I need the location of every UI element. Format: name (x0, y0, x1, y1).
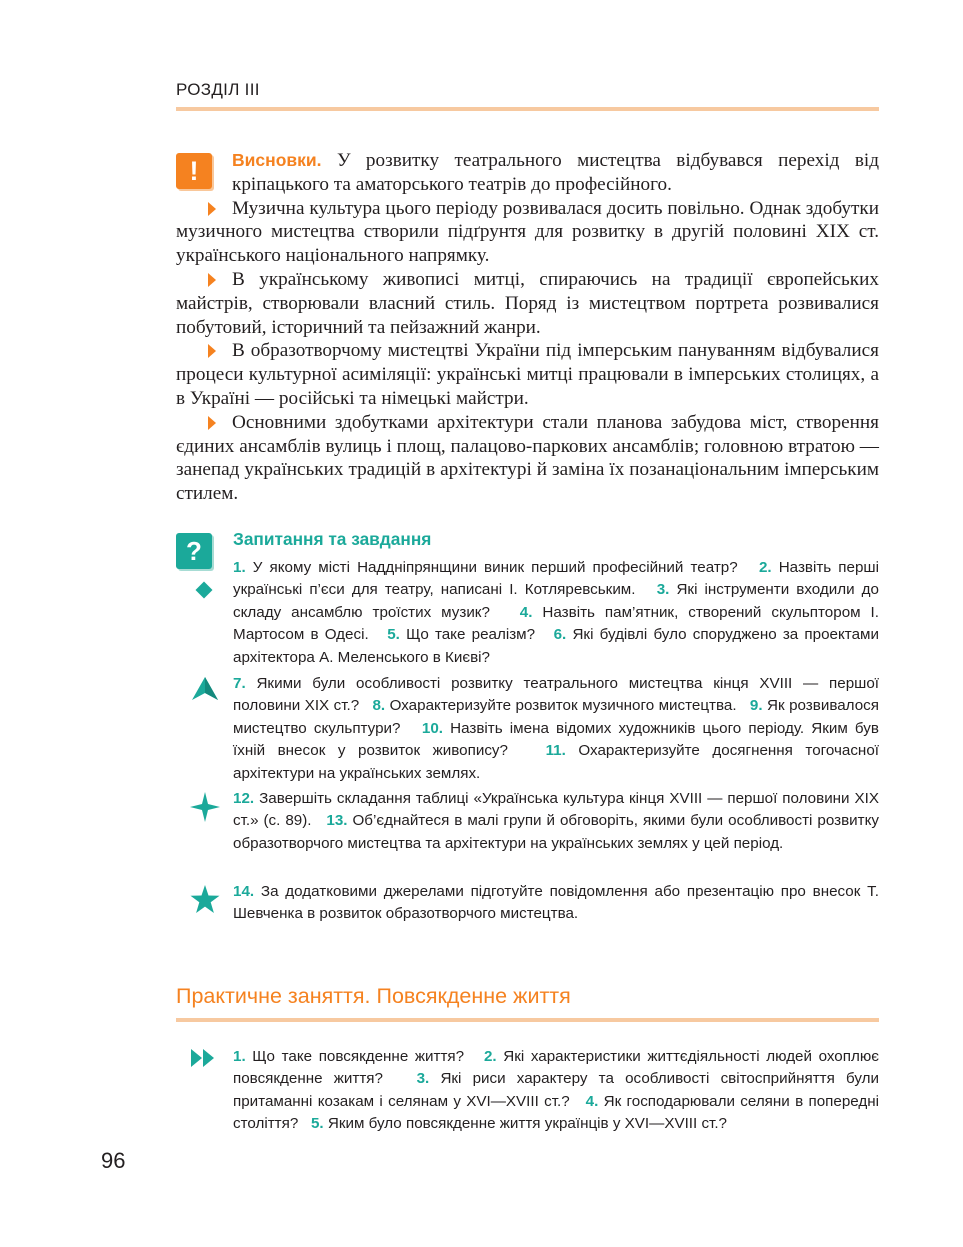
question-number: 14. (233, 883, 255, 900)
question-text: Що таке повсякденне життя? (252, 1048, 465, 1065)
practice-divider (176, 1018, 879, 1022)
question-number: 5. (310, 1115, 324, 1133)
conclusions-block (176, 149, 879, 506)
diamond-icon (196, 582, 213, 599)
question-number: 4. (585, 1092, 599, 1110)
header-divider (176, 107, 879, 111)
question-number: 13. (326, 812, 348, 830)
conclusions-lead (176, 149, 879, 197)
question-number: 9. (749, 697, 763, 715)
question-group (233, 788, 879, 855)
question-text: Які інструменти входили до складу ансамблю троїстих музик? (233, 581, 879, 621)
conclusion-text: В образотворчому мистецтві України під імперським пануванням відбувалися процеси культурної асиміляції: українські митці працювали в імперських столицях, а в Україні — російські та німецькі майстри. (176, 340, 879, 409)
question-text: У якому місті Наддніпрянщини виник перший професійний театр? (252, 559, 738, 576)
question-number: 10. (421, 719, 444, 737)
question-number: 3. (656, 581, 670, 599)
triangle-bullet-icon (208, 202, 216, 216)
question-text: Як господарювали селяни в попередні століття? (233, 1092, 879, 1133)
double-arrow-icon (191, 1049, 215, 1067)
question-text: Назвіть пам’ятник, створений скульптором І. Мартосом в Одесі. (233, 603, 879, 644)
conclusion-bullet (176, 268, 879, 339)
question-mark-icon: ? (176, 533, 212, 569)
question-text: Завершіть складання таблиці «Українська культура кінця XVIII — першої половини XIX ст.» (с. 89). (233, 790, 879, 830)
question-number: 6. (553, 626, 567, 644)
question-text: Які риси характеру та особливості світосприйняття були притаманні козакам і селянам у XVI—XVIII ст.? (233, 1070, 879, 1110)
pyramid-icon (191, 676, 219, 702)
conclusions-title: Висновки. (232, 150, 322, 170)
question-number: 1. (233, 559, 246, 576)
question-number: 8. (372, 697, 386, 715)
question-text: Охарактеризуйте розвиток музичного мистецтва. (389, 697, 737, 715)
question-text: Які будівлі було споруджено за проектами архітектора А. Меленського в Києві? (233, 626, 879, 666)
question-text: Як розвивалося мистецтво скульптури? (233, 697, 879, 737)
practice-section-title: Практичне заняття. Повсякденне життя (176, 984, 571, 1008)
question-number: 4. (519, 603, 533, 621)
conclusion-bullet (176, 339, 879, 410)
question-text: Об’єднайтеся в малі групи й обговоріть, якими були особливості розвитку образотворчого мистецтва та архітектури на українських землях у цей період. (233, 812, 879, 852)
section-header: РОЗДІЛ ІІІ (176, 80, 260, 99)
conclusion-text: Музична культура цього періоду розвивалася досить повільно. Однак здобутки музичного мистецтва створили підґрунтя для розвитку в другій половині XIX ст. українського національного напрямку. (176, 197, 879, 267)
four-point-star-icon (190, 792, 220, 822)
conclusion-bullet (176, 197, 879, 268)
question-text: Яким було повсякденне життя українців у XVI—XVIII ст.? (327, 1115, 727, 1133)
question-text: За додатковими джерелами підготуйте повідомлення або презентацію про внесок Т. Шевченка в розвиток образотворчого мистецтва. (233, 883, 879, 923)
question-number: 12. (233, 790, 255, 807)
triangle-bullet-icon (208, 273, 216, 287)
questions-title: Запитання та завдання (233, 529, 432, 549)
question-number: 3. (416, 1070, 430, 1088)
page-number: 96 (101, 1148, 126, 1173)
conclusion-bullet (176, 411, 879, 506)
practice-questions (233, 1046, 879, 1136)
conclusion-text: Основними здобутками архітектури стали планова забудова міст, створення єдиних ансамблів вулиць і площ, палацово-паркових ансамблів; головною втратою — занепад українських традицій в архітектурі й заміна їх позанаціональним імперським стилем. (176, 411, 879, 505)
question-text: Назвіть імена відомих художників цього періоду. Яким був їхній внесок у розвиток живопису? (233, 719, 879, 760)
question-text: Що таке реалізм? (406, 626, 536, 644)
question-group (233, 673, 879, 785)
question-number: 11. (545, 742, 566, 760)
star-icon (190, 885, 220, 914)
question-text: Якими були особливості розвитку театрального мистецтва кінця XVIII — першої половини XIX ст.? (233, 675, 879, 715)
conclusions-lead-text: У розвитку театрального мистецтва відбувався перехід від кріпацького та аматорського театрів до професійного. (232, 150, 879, 195)
question-number: 2. (483, 1048, 497, 1065)
question-number: 1. (233, 1048, 246, 1065)
question-number: 2. (758, 559, 772, 576)
triangle-bullet-icon (208, 344, 216, 358)
question-text: Назвіть перші українські п’єси для театру, написані І. Котляревським. (233, 559, 879, 599)
exclamation-icon: ! (176, 153, 212, 189)
question-number: 5. (387, 626, 400, 644)
conclusion-text: В українському живописі митці, спираючись на традиції європейських майстрів, створювали власний стиль. Поряд із мистецтвом портрета розвивалися побутовий, історичний та пейзажний жанри. (176, 268, 879, 338)
question-group (233, 557, 879, 669)
question-group (233, 881, 879, 926)
question-text: Охарактеризуйте досягнення тогочасної архітектури на українських землях. (233, 742, 879, 782)
question-number: 7. (233, 675, 246, 692)
triangle-bullet-icon (208, 416, 216, 430)
question-text: Які характеристики життєдіяльності людей охоплює повсякденне життя? (233, 1048, 879, 1088)
